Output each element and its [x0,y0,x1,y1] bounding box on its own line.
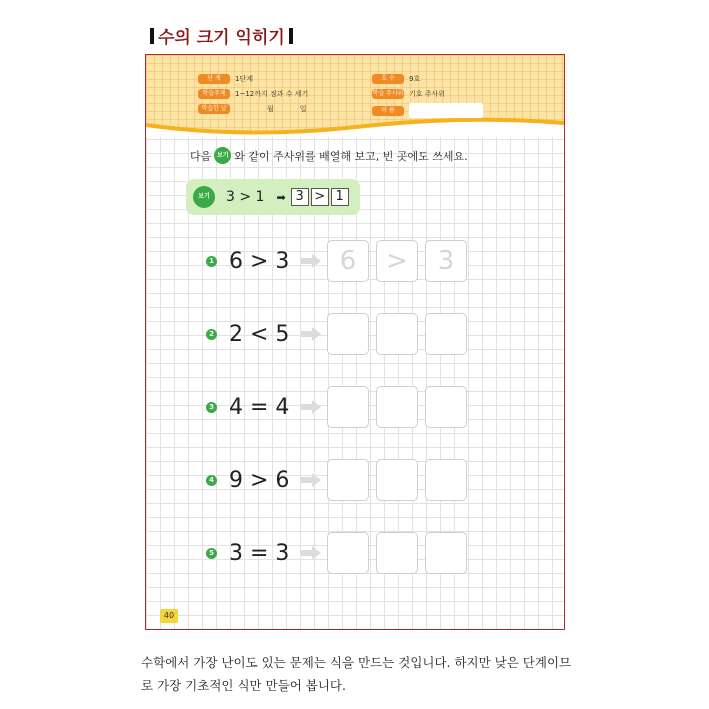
problem-number: 2 [206,329,217,340]
problem-number: 4 [206,475,217,486]
instruction [190,147,468,164]
instruction-before: 다음 [190,149,212,163]
problem-number: 3 [206,402,217,413]
problem-4 [206,459,474,501]
date-row [198,104,307,114]
caption-text: 수학에서 가장 난이도 있는 문제는 식을 만드는 것입니다. 하지만 낮은 단계이므로 가장 기초적인 식만 만들어 봅니다. [141,655,572,693]
topic-value: 1~12까지 점과 수 세기 [235,90,309,98]
answer-box[interactable] [327,532,369,574]
example-box-3: 1 [331,188,349,206]
banner-wave [146,113,564,137]
answer-box[interactable]: 6 [327,240,369,282]
dice-row [372,89,445,99]
problem-expression: 3 = 3 [229,540,290,566]
issue-row [372,74,420,84]
name-input[interactable] [409,103,483,118]
dice-tag: 학습 주사위 [372,90,404,97]
date-tag: 학습한 날 [198,104,230,114]
worksheet [145,54,565,630]
heading-text: 수의 크기 익히기 [158,28,285,48]
problem-3 [206,386,474,428]
dice-value: 기호 주사위 [409,90,446,98]
arrow-right-icon [301,327,321,341]
problem-5 [206,532,474,574]
example-box-1: 3 [291,188,309,206]
instruction-badge: 보기 [214,147,231,164]
issue-value: 9호 [409,75,421,83]
example-badge: 보기 [193,186,215,208]
heading-bar-right [289,28,293,44]
problem-expression: 9 > 6 [229,467,290,493]
answer-box[interactable] [425,386,467,428]
answer-box[interactable] [327,313,369,355]
example-box-2: > [311,188,329,206]
example-box [186,179,360,215]
arrow-right-icon [301,546,321,560]
instruction-after: 와 같이 주사위를 배열해 보고, 빈 곳에도 쓰세요. [234,149,468,163]
arrow-right-icon [301,400,321,414]
answer-box[interactable] [425,313,467,355]
month-label: 월 [267,105,274,113]
answer-box[interactable] [425,532,467,574]
answer-box[interactable]: 3 [425,240,467,282]
problem-number: 1 [206,256,217,267]
problem-number: 5 [206,548,217,559]
info-banner [146,55,564,135]
answer-box[interactable] [327,459,369,501]
problem-expression: 4 = 4 [229,394,290,420]
problem-expression: 2 < 5 [229,321,290,347]
arrow-right-icon [301,473,321,487]
issue-tag: 호 수 [372,74,404,84]
topic-tag: 학습주제 [198,89,230,99]
answer-box[interactable] [376,313,418,355]
answer-box[interactable] [425,459,467,501]
example-expression: 3 > 1 [226,189,265,205]
answer-box[interactable] [376,386,418,428]
day-label: 일 [299,105,307,113]
stage-value: 1단계 [235,75,253,83]
problem-2 [206,313,474,355]
page-number: 40 [160,609,178,623]
answer-box[interactable] [376,459,418,501]
stage-row [198,74,253,84]
answer-box[interactable] [327,386,369,428]
answer-box[interactable]: > [376,240,418,282]
arrow-right-icon [301,254,321,268]
example-arrow-icon: ➡ [276,190,286,204]
problem-expression: 6 > 3 [229,248,290,274]
answer-box[interactable] [376,532,418,574]
name-tag: 이 름 [372,106,404,116]
section-heading [146,23,297,48]
name-row [372,103,483,118]
stage-tag: 단 계 [198,74,230,84]
problem-1 [206,240,474,282]
topic-row [198,89,308,99]
heading-bar-left [150,28,154,44]
